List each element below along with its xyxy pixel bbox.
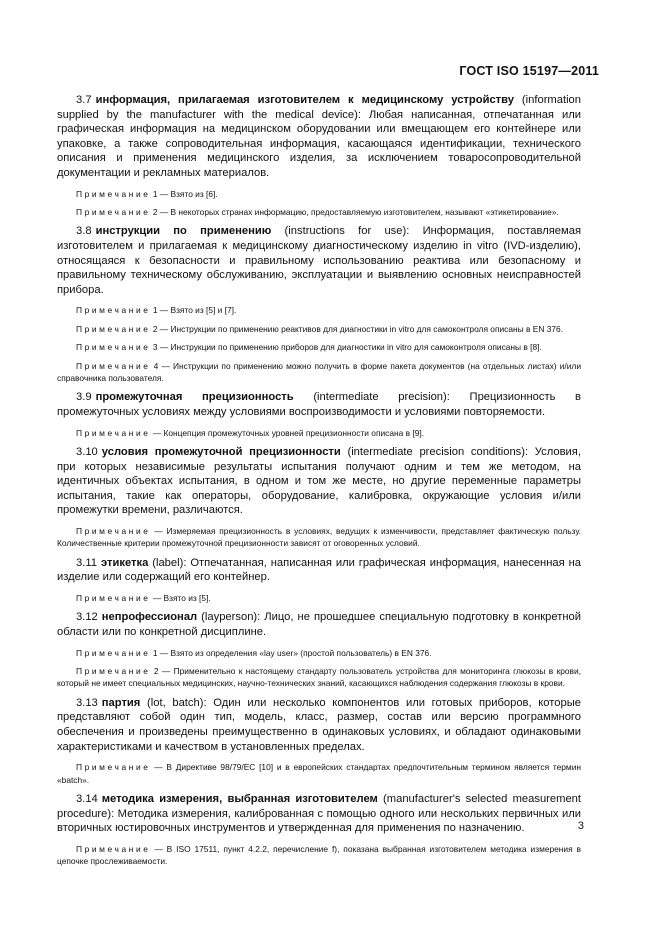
note-lead: Примечание: [76, 525, 151, 536]
term-note: [57, 341, 581, 353]
note-lead: Примечание: [76, 305, 151, 316]
note-lead: Примечание: [76, 843, 151, 854]
term-name: условия промежуточной прецизионности: [101, 445, 341, 458]
term-3-12: [57, 610, 581, 689]
term-definition: (manufacturer's selected measurement procedure): Методика измерения, калиброванная с помощью одного или нескольких первичных или вторичных юстировочных инструментов и утвержденная для применения по назначению.: [57, 792, 581, 835]
note-text: — Измеряемая прецизионность в условиях, ведущих к изменчивости, представляет фактическую пользу. Количественные критерии промежуточной прецизионности зависят от оговоренных условий.: [57, 525, 581, 549]
note-text: 2 — Инструкции по применению реактивов для диагностики in vitro для самоконтроля описаны в EN 376.: [152, 323, 564, 334]
term-name: информация, прилагаемая изготовителем к медицинскому устройству: [95, 94, 514, 106]
note-lead: Примечание: [76, 665, 151, 676]
term-definition: (information supplied by the manufacturer with the medical device): Любая написанная, отпечатанная или графическая информация на медицинском оборудовании или вмещающем его контейнере или упаковке, а также сопроводительная информация, касающаяся идентификации, технического описания и применения медицинского изделия, за исключением товаросопроводительной документации и рекламных материалов.: [57, 94, 581, 179]
term-name: партия: [101, 696, 141, 709]
term-3-10: [57, 445, 581, 550]
note-lead: Примечание: [76, 762, 151, 773]
page-number: 3: [577, 820, 584, 832]
note-text: — В Директиве 98/79/ЕС [10] и в европейских стандартах предпочтительным термином является термин «batch».: [57, 762, 581, 785]
note-lead: Примечание: [76, 342, 151, 353]
term-note: [57, 304, 581, 316]
note-lead: Примечание: [76, 360, 151, 371]
note-lead: Примечание: [76, 647, 151, 658]
term-name: непрофессионал: [101, 611, 198, 624]
term-definition: (label): Отпечатанная, написанная или графическая информация, нанесенная на изделие или содержащий его контейнер.: [57, 556, 581, 584]
term-3-7: [57, 93, 581, 218]
standard-header: ГОСТ ISO 15197—2011: [459, 64, 599, 78]
term-3-14: [57, 792, 581, 868]
note-text: — Взято из [5].: [152, 592, 211, 603]
term-definition: (layperson): Лицо, не прошедшее специальную подготовку в конкретной области или по конкретной дисциплине.: [57, 611, 581, 638]
term-number: 3.12: [76, 611, 98, 624]
term-paragraph: [57, 93, 581, 181]
term-number: 3.9: [76, 391, 92, 404]
term-note: [57, 525, 581, 550]
term-number: 3.10: [76, 445, 98, 458]
term-name: промежуточная прецизионность: [95, 391, 294, 404]
note-lead: Примечание: [76, 427, 151, 438]
term-paragraph: [57, 224, 581, 297]
term-paragraph: [57, 390, 581, 419]
term-note: [57, 665, 581, 690]
term-definition: (intermediate precision conditions): Условия, при которых независимые результаты испытания получают одним и тем же методом, на идентичных объектах испытания, в одном и том же месте, но другие переменные параметры испытания, такие как операторы, оборудование, калибровка, окружающие условия и/или промежутки времени, различаются.: [57, 445, 581, 517]
term-note: [57, 188, 581, 200]
note-text: 1 — Взято из определения «lay user» (простой пользователь) в EN 376.: [152, 647, 432, 658]
term-paragraph: [57, 696, 581, 754]
term-note: [57, 206, 581, 218]
term-note: [57, 843, 581, 868]
note-lead: Примечание: [76, 592, 151, 603]
term-name: этикетка: [100, 556, 149, 569]
term-note: [57, 323, 581, 335]
term-number: 3.14: [76, 792, 98, 805]
term-note: [57, 647, 581, 659]
term-paragraph: [57, 792, 581, 836]
term-paragraph: [57, 556, 581, 585]
term-number: 3.11: [76, 556, 97, 569]
note-text: 2 — В некоторых странах информацию, предоставляемую изготовителем, называют «этикетирование».: [152, 206, 559, 217]
note-text: — В ISO 17511, пункт 4.2.2, перечисление f), показана выбранная изготовителем методика измерения в цепочке прослеживаемости.: [57, 843, 581, 867]
term-3-9: [57, 390, 581, 439]
term-definition: (lot, batch): Один или несколько компонентов или готовых приборов, которые представляют собой один тип, модель, класс, размер, состав или версию программного обеспечения и произведены преимущественно в одинаковых условиях, и обладают одинаковыми характеристиками и качеством в установленных пределах.: [57, 696, 581, 753]
note-lead: Примечание: [76, 206, 151, 217]
term-name: инструкции по применению: [95, 225, 272, 238]
term-definition: (instructions for use): Информация, поставляемая изготовителем и прилагаемая к медицинскому диагностическому изделию in vitro (IVD-изделию), относящаяся к безопасности и правильному использованию реактива или безопасному и правильному техническому обслуживанию, эксплуатации и выявлению основных неисправностей прибора.: [57, 225, 581, 296]
term-name: методика измерения, выбранная изготовителем: [101, 792, 378, 805]
term-number: 3.8: [76, 225, 92, 238]
term-3-8: [57, 224, 581, 384]
term-note: [57, 360, 581, 385]
terms-section: [57, 93, 581, 874]
note-text: 4 — Инструкции по применению можно получить в форме пакета документов (на отдельных листах) и/или справочника пользователя.: [57, 360, 582, 383]
note-lead: Примечание: [76, 323, 151, 334]
term-note: [57, 761, 581, 786]
note-lead: Примечание: [76, 188, 151, 199]
note-text: — Концепция промежуточных уровней прецизионности описана в [9].: [152, 427, 425, 438]
note-text: 1 — Взято из [5] и [7].: [152, 305, 237, 316]
note-text: 2 — Применительно к настоящему стандарту пользователь устройства для мониторинга глюкозы в крови, который не имеет специальных медицинских, научно-технических знаний, касающихся наблюдения содержания глюкозы в крови.: [57, 665, 581, 689]
term-note: [57, 592, 581, 604]
note-text: 3 — Инструкции по применению приборов для диагностики in vitro для самоконтроля описаны в [8].: [152, 342, 542, 353]
term-number: 3.13: [76, 696, 98, 709]
term-3-13: [57, 696, 581, 786]
term-note: [57, 427, 581, 439]
term-number: 3.7: [76, 94, 92, 106]
term-definition: (intermediate precision): Прецизионность в промежуточных условиях между условиями воспроизводимости и условиями повторяемости.: [57, 391, 581, 418]
term-paragraph: [57, 445, 581, 518]
term-3-11: [57, 556, 581, 605]
note-text: 1 — Взято из [6].: [152, 188, 218, 199]
term-paragraph: [57, 610, 581, 639]
